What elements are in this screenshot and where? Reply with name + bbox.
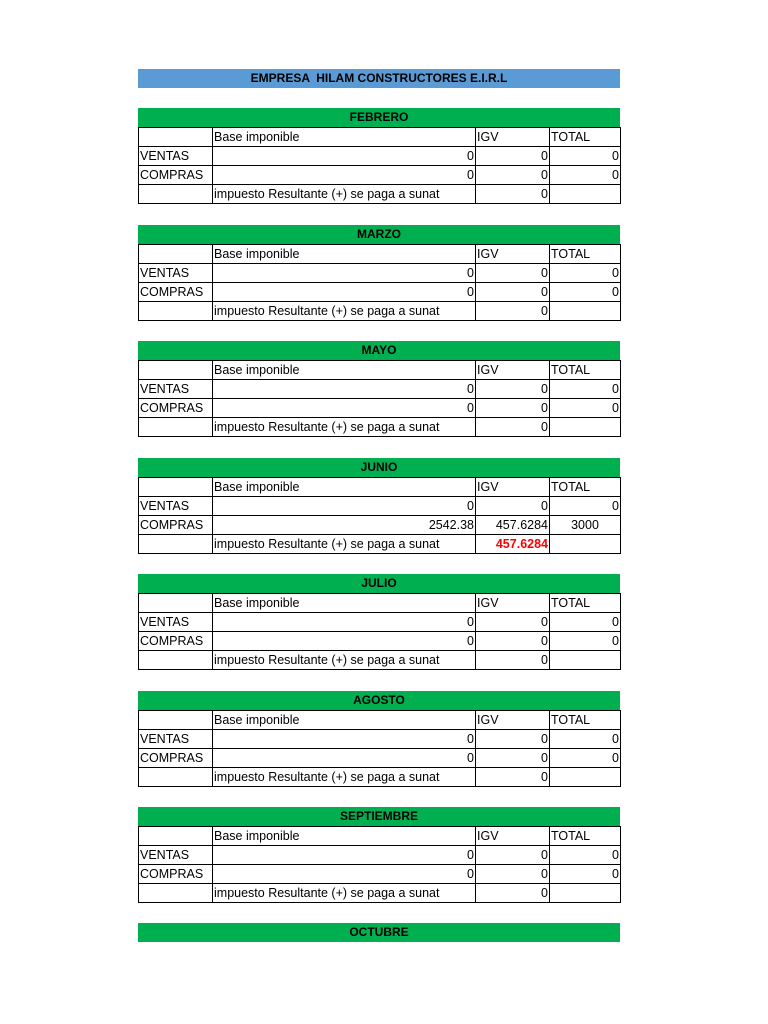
compras-base: 0 [213, 749, 476, 768]
month-header: MAYO [138, 341, 620, 360]
table-header-row [139, 711, 621, 730]
row-label-ventas: VENTAS [139, 264, 213, 283]
ventas-base: 0 [213, 497, 476, 516]
resultado-value: 0 [476, 651, 550, 670]
tax-table [138, 826, 621, 903]
ventas-igv: 0 [476, 846, 550, 865]
resultado-row [139, 651, 621, 670]
ventas-row [139, 264, 621, 283]
col-header-base: Base imponible [213, 478, 476, 497]
resultado-value: 0 [476, 302, 550, 321]
row-label-compras: COMPRAS [139, 399, 213, 418]
month-block-mayo [138, 341, 620, 437]
compras-igv: 0 [476, 865, 550, 884]
compras-igv: 0 [476, 283, 550, 302]
ventas-igv: 0 [476, 147, 550, 166]
month-block-julio [138, 574, 620, 670]
resultado-row [139, 884, 621, 903]
row-label-compras: COMPRAS [139, 283, 213, 302]
row-label-resultado: impuesto Resultante (+) se paga a sunat [213, 651, 476, 670]
resultado-row [139, 768, 621, 787]
empty-cell [139, 711, 213, 730]
tax-table [138, 360, 621, 437]
table-header-row [139, 128, 621, 147]
compras-total: 0 [550, 749, 621, 768]
empty-cell [139, 302, 213, 321]
col-header-base: Base imponible [213, 827, 476, 846]
ventas-base: 0 [213, 730, 476, 749]
row-label-resultado: impuesto Resultante (+) se paga a sunat [213, 418, 476, 437]
row-label-compras: COMPRAS [139, 516, 213, 535]
empty-cell [550, 418, 621, 437]
ventas-total: 0 [550, 497, 621, 516]
compras-igv: 457.6284 [476, 516, 550, 535]
col-header-base: Base imponible [213, 361, 476, 380]
table-header-row [139, 827, 621, 846]
empty-cell [550, 535, 621, 554]
resultado-value: 0 [476, 185, 550, 204]
ventas-total: 0 [550, 147, 621, 166]
month-header: OCTUBRE [138, 923, 620, 942]
col-header-igv: IGV [476, 478, 550, 497]
empty-cell [139, 185, 213, 204]
resultado-value: 457.6284 [476, 535, 550, 554]
resultado-row [139, 185, 621, 204]
compras-row [139, 865, 621, 884]
compras-total: 0 [550, 166, 621, 185]
compras-base: 2542.38 [213, 516, 476, 535]
empty-cell [139, 535, 213, 554]
resultado-row [139, 302, 621, 321]
compras-total: 0 [550, 399, 621, 418]
ventas-base: 0 [213, 846, 476, 865]
ventas-base: 0 [213, 147, 476, 166]
col-header-base: Base imponible [213, 594, 476, 613]
compras-igv: 0 [476, 166, 550, 185]
compras-row [139, 166, 621, 185]
row-label-compras: COMPRAS [139, 749, 213, 768]
empty-cell [550, 185, 621, 204]
resultado-value: 0 [476, 884, 550, 903]
empty-cell [550, 651, 621, 670]
col-header-base: Base imponible [213, 711, 476, 730]
ventas-total: 0 [550, 846, 621, 865]
table-header-row [139, 594, 621, 613]
tax-table [138, 244, 621, 321]
compras-row [139, 632, 621, 651]
ventas-row [139, 730, 621, 749]
month-header: JULIO [138, 574, 620, 593]
resultado-value: 0 [476, 418, 550, 437]
month-block-febrero [138, 108, 620, 204]
tax-table [138, 127, 621, 204]
ventas-igv: 0 [476, 380, 550, 399]
ventas-row [139, 380, 621, 399]
table-header-row [139, 245, 621, 264]
compras-base: 0 [213, 399, 476, 418]
col-header-igv: IGV [476, 245, 550, 264]
col-header-total: TOTAL [550, 245, 621, 264]
compras-igv: 0 [476, 399, 550, 418]
tax-table [138, 477, 621, 554]
ventas-igv: 0 [476, 264, 550, 283]
empty-cell [550, 768, 621, 787]
compras-total: 3000 [550, 516, 621, 535]
empty-cell [139, 361, 213, 380]
empty-cell [139, 827, 213, 846]
row-label-resultado: impuesto Resultante (+) se paga a sunat [213, 185, 476, 204]
row-label-compras: COMPRAS [139, 865, 213, 884]
month-block-octubre [138, 923, 620, 942]
row-label-compras: COMPRAS [139, 166, 213, 185]
ventas-base: 0 [213, 264, 476, 283]
company-title: EMPRESA HILAM CONSTRUCTORES E.I.R.L [138, 69, 620, 88]
col-header-total: TOTAL [550, 827, 621, 846]
ventas-total: 0 [550, 264, 621, 283]
ventas-row [139, 613, 621, 632]
compras-row [139, 399, 621, 418]
compras-base: 0 [213, 283, 476, 302]
col-header-total: TOTAL [550, 478, 621, 497]
ventas-igv: 0 [476, 730, 550, 749]
row-label-ventas: VENTAS [139, 497, 213, 516]
empty-cell [550, 884, 621, 903]
col-header-total: TOTAL [550, 711, 621, 730]
empty-cell [139, 245, 213, 264]
resultado-row [139, 418, 621, 437]
empty-cell [139, 884, 213, 903]
col-header-igv: IGV [476, 827, 550, 846]
col-header-igv: IGV [476, 594, 550, 613]
row-label-resultado: impuesto Resultante (+) se paga a sunat [213, 535, 476, 554]
month-header: SEPTIEMBRE [138, 807, 620, 826]
compras-row [139, 283, 621, 302]
row-label-resultado: impuesto Resultante (+) se paga a sunat [213, 768, 476, 787]
empty-cell [139, 651, 213, 670]
compras-row [139, 516, 621, 535]
month-block-marzo [138, 225, 620, 321]
ventas-igv: 0 [476, 497, 550, 516]
ventas-base: 0 [213, 613, 476, 632]
col-header-igv: IGV [476, 361, 550, 380]
empty-cell [139, 478, 213, 497]
month-block-junio [138, 458, 620, 554]
ventas-total: 0 [550, 730, 621, 749]
row-label-resultado: impuesto Resultante (+) se paga a sunat [213, 302, 476, 321]
row-label-ventas: VENTAS [139, 380, 213, 399]
col-header-total: TOTAL [550, 361, 621, 380]
ventas-base: 0 [213, 380, 476, 399]
row-label-ventas: VENTAS [139, 147, 213, 166]
ventas-igv: 0 [476, 613, 550, 632]
month-header: FEBRERO [138, 108, 620, 127]
compras-igv: 0 [476, 749, 550, 768]
compras-base: 0 [213, 166, 476, 185]
ventas-row [139, 147, 621, 166]
ventas-row [139, 846, 621, 865]
compras-total: 0 [550, 865, 621, 884]
compras-total: 0 [550, 283, 621, 302]
month-header: AGOSTO [138, 691, 620, 710]
month-block-septiembre [138, 807, 620, 903]
compras-igv: 0 [476, 632, 550, 651]
row-label-ventas: VENTAS [139, 846, 213, 865]
month-block-agosto [138, 691, 620, 787]
table-header-row [139, 361, 621, 380]
col-header-total: TOTAL [550, 594, 621, 613]
resultado-row [139, 535, 621, 554]
compras-total: 0 [550, 632, 621, 651]
month-header: JUNIO [138, 458, 620, 477]
col-header-base: Base imponible [213, 128, 476, 147]
month-header: MARZO [138, 225, 620, 244]
empty-cell [139, 128, 213, 147]
compras-base: 0 [213, 865, 476, 884]
row-label-compras: COMPRAS [139, 632, 213, 651]
compras-base: 0 [213, 632, 476, 651]
col-header-base: Base imponible [213, 245, 476, 264]
empty-cell [139, 418, 213, 437]
col-header-total: TOTAL [550, 128, 621, 147]
compras-row [139, 749, 621, 768]
row-label-resultado: impuesto Resultante (+) se paga a sunat [213, 884, 476, 903]
col-header-igv: IGV [476, 128, 550, 147]
row-label-ventas: VENTAS [139, 730, 213, 749]
empty-cell [139, 594, 213, 613]
empty-cell [139, 768, 213, 787]
col-header-igv: IGV [476, 711, 550, 730]
tax-table [138, 593, 621, 670]
resultado-value: 0 [476, 768, 550, 787]
tax-table [138, 710, 621, 787]
ventas-total: 0 [550, 380, 621, 399]
ventas-total: 0 [550, 613, 621, 632]
empty-cell [550, 302, 621, 321]
ventas-row [139, 497, 621, 516]
table-header-row [139, 478, 621, 497]
row-label-ventas: VENTAS [139, 613, 213, 632]
